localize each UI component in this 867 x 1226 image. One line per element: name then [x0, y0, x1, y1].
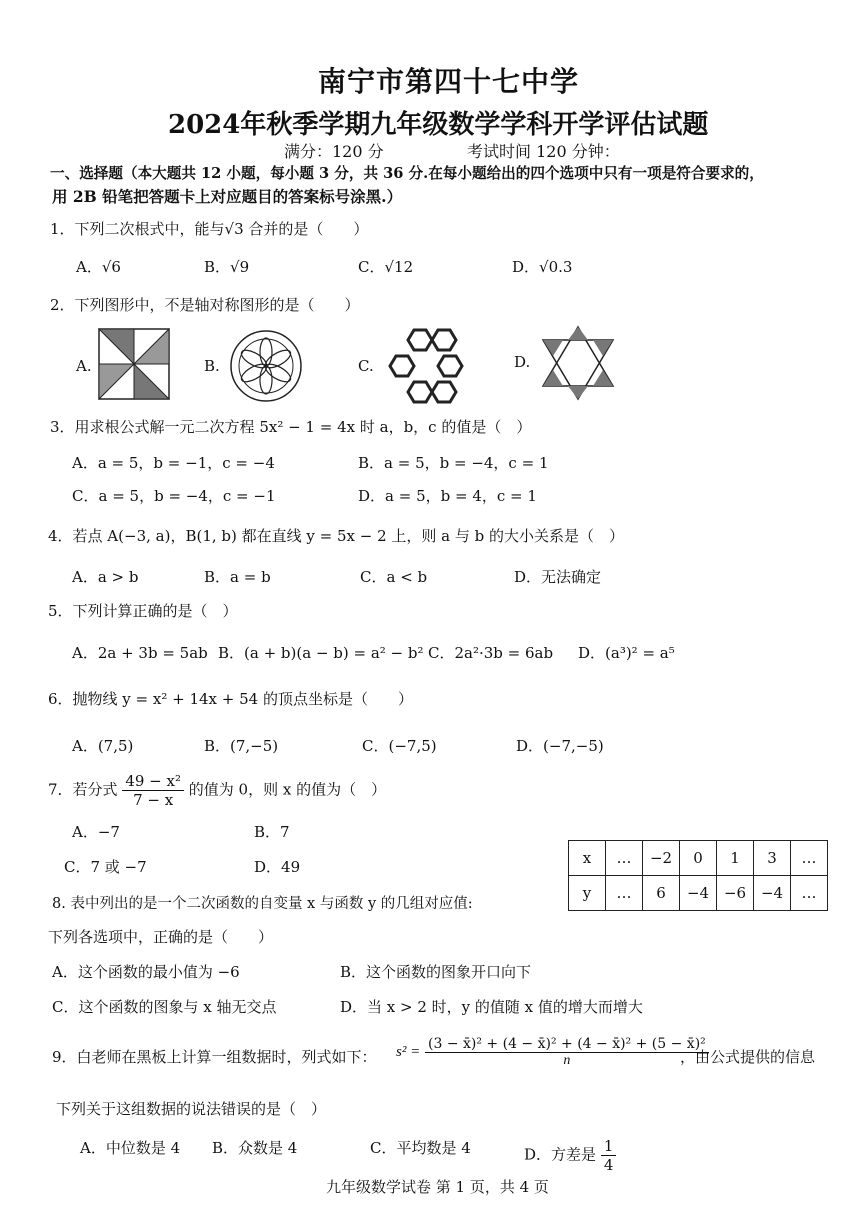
q9-option-d-denominator: 4: [603, 1156, 614, 1174]
q6-option-c: C．(−7,5): [362, 737, 437, 755]
q4-option-c: C．a < b: [360, 568, 428, 586]
question-4-stem: 4．若点 A(−3, a)，B(1, b) 都在直线 y = 5x − 2 上，则 a 与 b 的大小关系是（ ）: [48, 527, 625, 545]
q5-option-d: D．(a³)² = a⁵: [578, 644, 675, 662]
table-cell: −4: [754, 876, 791, 911]
q2-option-b-label: B.: [204, 357, 220, 375]
function-value-table: [568, 840, 828, 911]
full-score: 满分：120 分: [284, 142, 384, 161]
q2-option-a-label: A.: [76, 357, 92, 375]
table-cell: 6: [643, 876, 680, 911]
q1-option-a: A．√6: [76, 258, 121, 276]
q2-option-d-label: D.: [514, 353, 531, 371]
q7-suffix: 的值为 0，则 x 的值为（ ）: [188, 780, 387, 799]
q8-option-b: B．这个函数的图象开口向下: [340, 963, 532, 981]
variance-formula-denominator: n: [563, 1053, 571, 1068]
table-cell: 3: [754, 841, 791, 876]
question-7-stem: [48, 772, 386, 809]
table-row-x: [569, 841, 828, 876]
table-cell: −6: [717, 876, 754, 911]
q6-option-b: B．(7,−5): [204, 737, 279, 755]
q7-option-b: B．7: [254, 823, 290, 841]
q7-option-c: C．7 或 −7: [64, 858, 147, 876]
q5-option-b: B．(a + b)(a − b) = a² − b²: [218, 644, 424, 662]
question-5-stem: 5．下列计算正确的是（ ）: [48, 602, 238, 620]
question-2-stem: 2．下列图形中，不是轴对称图形的是（ ）: [50, 296, 360, 314]
table-cell: y: [569, 876, 606, 911]
q7-option-a: A．−7: [72, 823, 120, 841]
section-instructions-line2: 用 2B 铅笔把答题卡上对应题目的答案标号涂黑.）: [52, 187, 403, 206]
variance-formula-lhs: s² =: [396, 1044, 421, 1060]
q3-option-a: A．a = 5，b = −1，c = −4: [72, 454, 275, 472]
q4-option-a: A．a > b: [72, 568, 139, 586]
q1-option-c: C．√12: [358, 258, 414, 276]
q1-option-b: B．√9: [204, 258, 250, 276]
question-9-stem-2: 下列关于这组数据的说法错误的是（ ）: [56, 1100, 327, 1118]
variance-formula-numerator: (3 − x̄)² + (4 − x̄)² + (4 − x̄)² + (5 − x̄)²: [425, 1036, 709, 1053]
q9-option-d-label: D．方差是: [524, 1145, 597, 1164]
q7-fraction-denominator: 7 − x: [133, 791, 174, 809]
q5-option-c: C．2a²·3b = 6ab: [428, 644, 554, 662]
q9-option-d-numerator: 1: [601, 1137, 617, 1156]
table-cell: …: [606, 876, 643, 911]
q7-option-d: D．49: [254, 858, 301, 876]
table-cell: x: [569, 841, 606, 876]
q6-option-a: A．(7,5): [72, 737, 134, 755]
q9-option-d: [524, 1137, 616, 1174]
question-9-suffix: ，由公式提供的信息: [680, 1048, 816, 1066]
table-cell: 1: [717, 841, 754, 876]
q2-option-c-label: C.: [358, 357, 374, 375]
q5-option-a: A．2a + 3b = 5ab: [72, 644, 208, 662]
q7-fraction: [122, 772, 184, 809]
question-6-stem: 6．抛物线 y = x² + 14x + 54 的顶点坐标是（ ）: [48, 690, 413, 708]
q9-option-b: B．众数是 4: [212, 1139, 298, 1157]
school-name: 南宁市第四十七中学: [318, 65, 580, 98]
q9-option-c: C．平均数是 4: [370, 1139, 471, 1157]
section-instructions-line1: 一、选择题（本大题共 12 小题，每小题 3 分，共 36 分.在每小题给出的四个选项中只有一项是符合要求的，: [50, 165, 764, 182]
question-8-stem: 8. 表中列出的是一个二次函数的自变量 x 与函数 y 的几组对应值:: [52, 896, 473, 912]
star-of-david-figure: [540, 324, 616, 402]
table-cell: …: [791, 876, 828, 911]
question-8-stem-2: 下列各选项中，正确的是（ ）: [48, 928, 274, 946]
table-cell: 0: [680, 841, 717, 876]
exam-time: 考试时间 120 分钟：: [467, 142, 620, 161]
question-1-stem: 1．下列二次根式中，能与√3 合并的是（ ）: [50, 220, 369, 238]
q8-option-d: D．当 x > 2 时，y 的值随 x 值的增大而增大: [340, 998, 643, 1016]
q8-option-c: C．这个函数的图象与 x 轴无交点: [52, 998, 277, 1016]
table-cell: −2: [643, 841, 680, 876]
flower-circle-figure: [228, 328, 304, 404]
q3-option-d: D．a = 5，b = 4，c = 1: [358, 487, 537, 505]
q4-option-b: B．a = b: [204, 568, 271, 586]
table-row-y: [569, 876, 828, 911]
q3-option-c: C．a = 5，b = −4，c = −1: [72, 487, 276, 505]
pinwheel-figure: [96, 326, 172, 402]
q4-option-d: D．无法确定: [514, 568, 602, 586]
question-3-stem: 3．用求根公式解一元二次方程 5x² − 1 = 4x 时 a，b，c 的值是（ ）: [50, 418, 532, 436]
table-cell: …: [791, 841, 828, 876]
q7-prefix: 7．若分式: [48, 780, 118, 799]
hexagon-ring-figure: [384, 324, 468, 408]
q1-option-d: D．√0.3: [512, 258, 573, 276]
q8-option-a: A．这个函数的最小值为 −6: [52, 963, 240, 981]
variance-formula-fraction: [425, 1036, 709, 1069]
page-footer: 九年级数学试卷 第 1 页，共 4 页: [326, 1178, 549, 1196]
question-9-prefix: 9．白老师在黑板上计算一组数据时，列式如下：: [52, 1048, 377, 1066]
q9-option-a: A．中位数是 4: [80, 1139, 181, 1157]
table-cell: −4: [680, 876, 717, 911]
table-cell: …: [606, 841, 643, 876]
variance-formula: [396, 1036, 709, 1069]
q9-option-d-fraction: [601, 1137, 617, 1174]
q7-fraction-numerator: 49 − x²: [122, 772, 184, 791]
q3-option-b: B．a = 5，b = −4，c = 1: [358, 454, 549, 472]
exam-title: 2024年秋季学期九年级数学学科开学评估试题: [168, 110, 709, 140]
q6-option-d: D．(−7,−5): [516, 737, 604, 755]
